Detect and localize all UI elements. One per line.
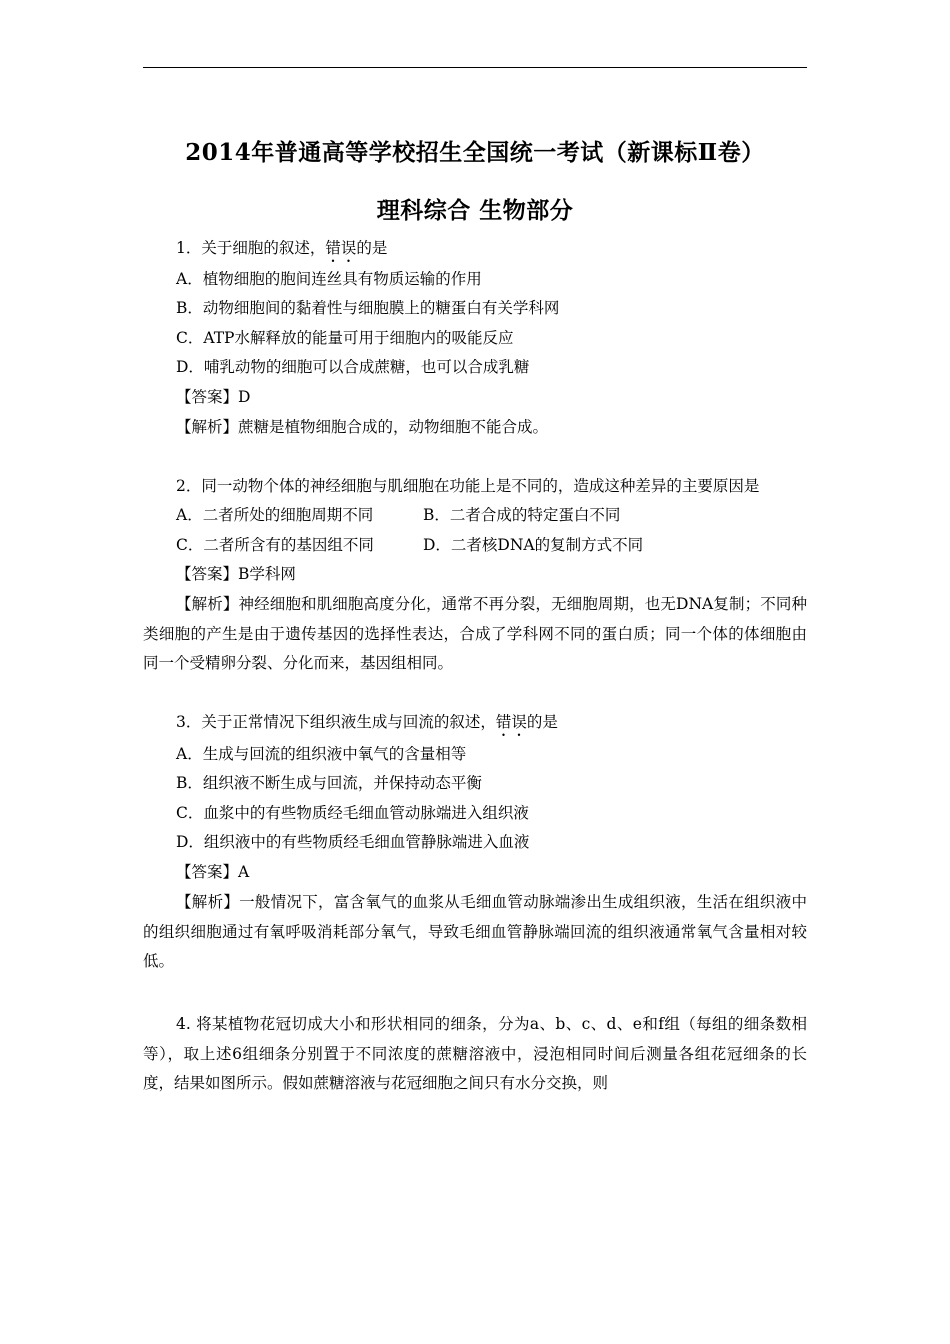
q2-answer: 【答案】B学科网 — [176, 565, 296, 583]
q3-option-b: B．组织液不断生成与回流，并保持动态平衡 — [176, 774, 482, 792]
q3-stem-tail: 的是 — [526, 713, 558, 731]
q4-stem: 4. 将某植物花冠切成大小和形状相同的细条，分为a、b、c、d、e和f组（每组的细条数相等），取上述6组细条分别置于不同浓度的蔗糖溶液中，浸泡相同时间后测量各组花冠细条的长度，结果如图所示。假如蔗糖溶液与花冠细胞之间只有水分交换，则 — [143, 1015, 807, 1093]
q2-stem: 2．同一动物个体的神经细胞与肌细胞在功能上是不同的，造成这种差异的主要原因是 — [176, 477, 760, 495]
q1-analysis: 【解析】蔗糖是植物细胞合成的，动物细胞不能合成。 — [176, 418, 549, 436]
q2-analysis: 【解析】神经细胞和肌细胞高度分化，通常不再分裂，无细胞周期，也无DNA复制；不同种类细胞的产生是由于遗传基因的选择性表达，合成了学科网不同的蛋白质；同一个体的体细胞由同一个受精卵分裂、分化而来，基因组相同。 — [143, 595, 807, 673]
q1-stem-emphasis: 错误 — [325, 239, 357, 257]
q1-stem-text: 1．关于细胞的叙述， — [176, 239, 326, 257]
q1-option-a: A．植物细胞的胞间连丝具有物质运输的作用 — [176, 270, 482, 288]
q2-option-b: B．二者合成的特定蛋白不同 — [423, 506, 621, 524]
q3-analysis: 【解析】一般情况下，富含氧气的血浆从毛细血管动脉端渗出生成组织液，生活在组织液中的组织细胞通过有氧呼吸消耗部分氧气，导致毛细血管静脉端回流的组织液通常氧气含量相对较低。 — [143, 893, 807, 971]
q2-option-c: C．二者所含有的基因组不同 — [176, 536, 374, 554]
q3-option-d: D．组织液中的有些物质经毛细血管静脉端进入血液 — [176, 833, 530, 851]
page-title: 2014年普通高等学校招生全国统一考试（新课标Ⅱ卷） — [185, 139, 765, 166]
header-rule — [143, 67, 807, 68]
q1-stem-tail: 的是 — [356, 239, 388, 257]
q3-option-a: A．生成与回流的组织液中氧气的含量相等 — [176, 745, 467, 763]
q1-stem — [176, 238, 387, 266]
q2-option-d: D．二者核DNA的复制方式不同 — [423, 536, 644, 554]
page-subtitle: 理科综合 生物部分 — [376, 197, 574, 224]
q3-stem-emphasis: 错误 — [495, 713, 527, 731]
q1-option-c: C．ATP水解释放的能量可用于细胞内的吸能反应 — [176, 329, 514, 347]
q3-stem — [176, 712, 558, 740]
q1-option-d: D．哺乳动物的细胞可以合成蔗糖，也可以合成乳糖 — [176, 358, 530, 376]
q2-option-a: A．二者所处的细胞周期不同 — [176, 506, 374, 524]
q3-option-c: C．血浆中的有些物质经毛细血管动脉端进入组织液 — [176, 804, 529, 822]
q1-answer: 【答案】D — [176, 388, 251, 406]
q3-stem-text: 3．关于正常情况下组织液生成与回流的叙述， — [176, 713, 496, 731]
q3-answer: 【答案】A — [176, 863, 250, 881]
q1-option-b: B．动物细胞间的黏着性与细胞膜上的糖蛋白有关学科网 — [176, 299, 560, 317]
